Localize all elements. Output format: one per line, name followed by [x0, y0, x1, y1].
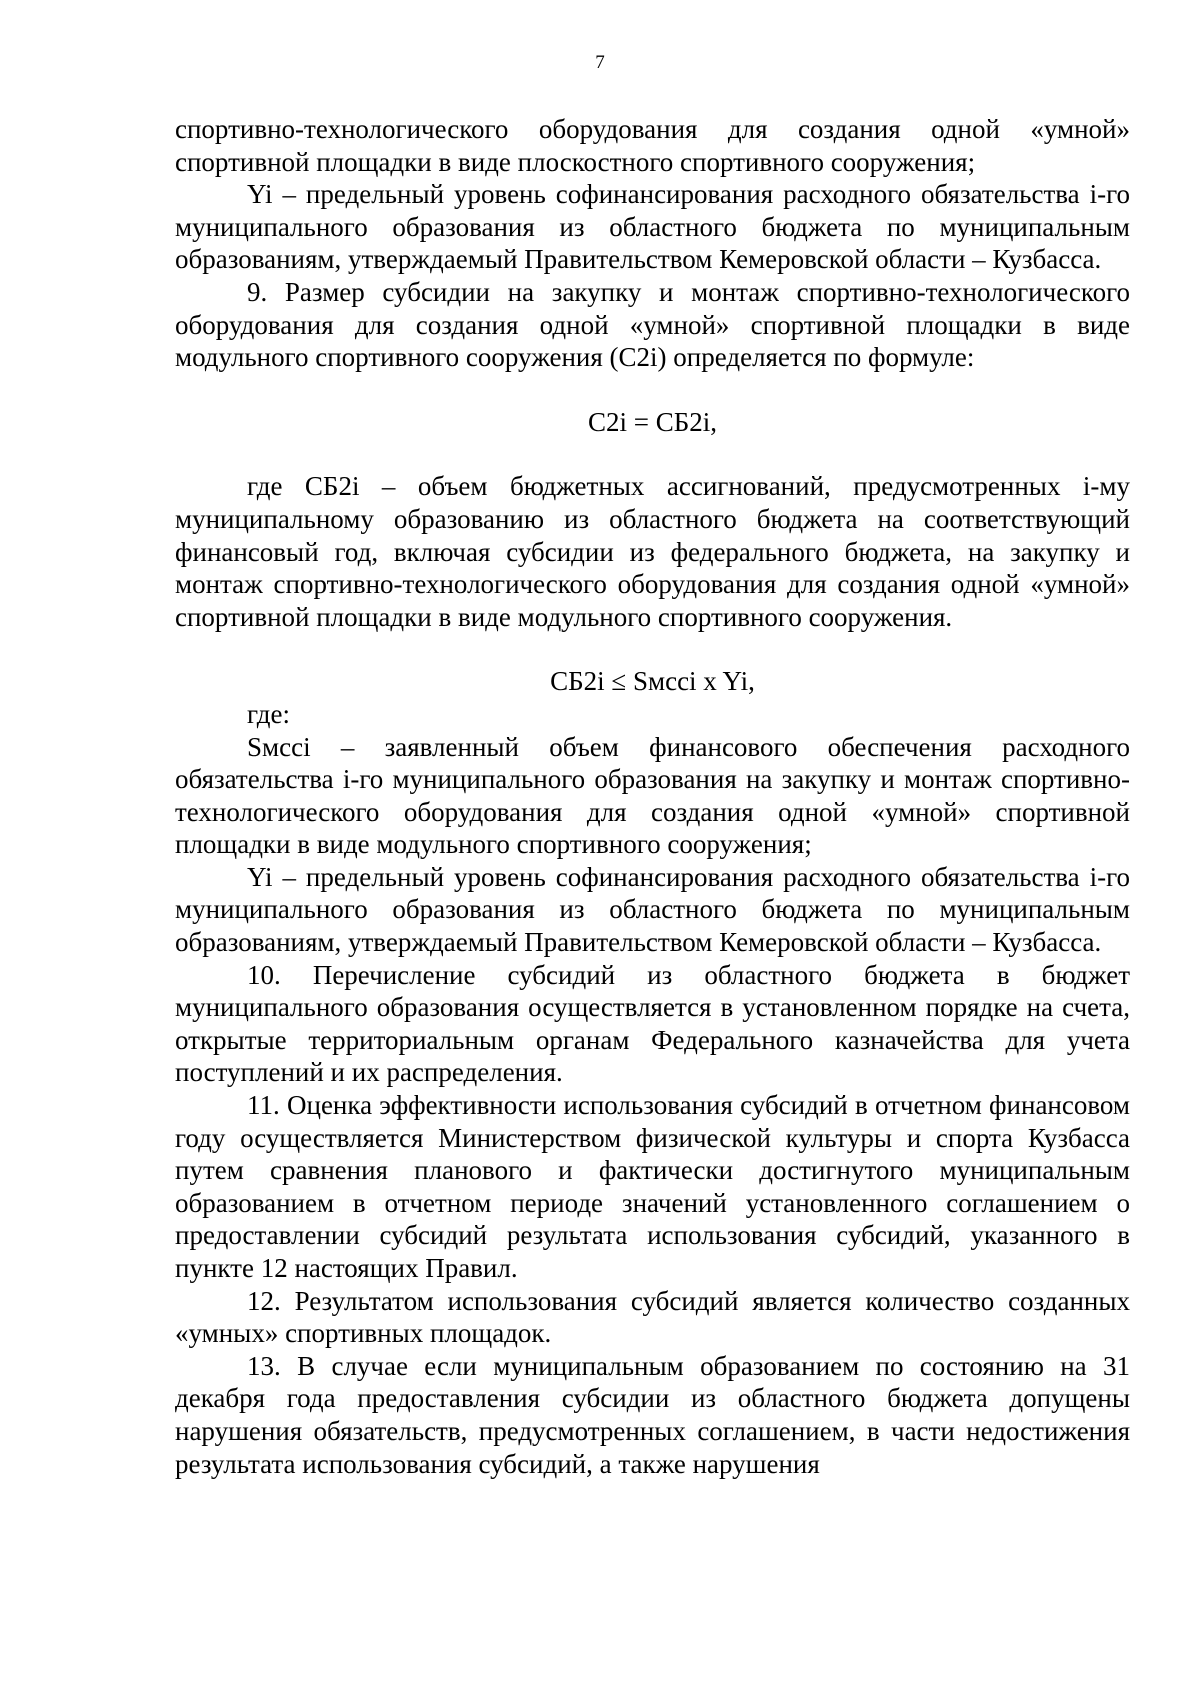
formula-sb2i: СБ2i ≤ Sмссi x Yi, [550, 666, 755, 697]
paragraph-yi-definition-2: Yi – предельный уровень софинансирования расходного обязательства i-го муниципального образования из областного бюджета по муниципальным образованиям, утверждаемый Правительством Кемеровской области – Кузбасса. [175, 861, 1130, 958]
paragraph-item-10: 10. Перечисление субсидий из областного бюджета в бюджет муниципального образования осуществляется в установленном порядке на счета, открытые территориальным органам Федерального казначейства для учета поступлений и их распределения. [175, 959, 1130, 1088]
paragraph-yi-definition: Yi – предельный уровень софинансирования расходного обязательства i-го муниципального образования из областного бюджета по муниципальным образованиям, утверждаемый Правительством Кемеровской области – Кузбасса. [175, 179, 1130, 275]
paragraph-item-9: 9. Размер субсидии на закупку и монтаж спортивно-технологического оборудования для создания одной «умной» спортивной площадки в виде модульного спортивного сооружения (С2i) определяется по формуле: [175, 276, 1130, 373]
page-number: 7 [595, 52, 605, 73]
paragraph-where: где: [247, 698, 290, 729]
paragraph-item-11: 11. Оценка эффективности использования субсидий в отчетном финансовом году осуществляется Министерством физической культуры и спорта Кузбасса путем сравнения планового и фактически достигнутого муниципальным образованием в отчетном периоде значений установленного соглашением о предоставлении субсидий результата использования субсидий, указанного в пункте 12 настоящих Правил. [175, 1090, 1130, 1283]
formula-c2i: С2i = СБ2i, [587, 406, 717, 437]
paragraph-sb2i-definition: где СБ2i – объем бюджетных ассигнований, предусмотренных i-му муниципальному образованию из областного бюджета на соответствующий финансовый год, включая субсидии из федерального бюджета, на закупку и монтаж спортивно-технологического оборудования для создания одной «умной» спортивной площадки в виде модульного спортивного сооружения. [175, 471, 1130, 632]
paragraph-item-13: 13. В случае если муниципальным образованием по состоянию на 31 декабря года предоставления субсидии из областного бюджета допущены нарушения обязательств, предусмотренных соглашением, в части недостижения результата использования субсидий, а также нарушения [175, 1350, 1130, 1479]
paragraph-item-12: 12. Результатом использования субсидий является количество созданных «умных» спортивных площадок. [175, 1285, 1130, 1349]
paragraph-continuation: спортивно-технологического оборудования для создания одной «умной» спортивной площадки в виде плоскостного спортивного сооружения; [175, 114, 1130, 177]
document-body [175, 113, 1130, 1480]
paragraph-smssi-definition: Sмссi – заявленный объем финансового обеспечения расходного обязательства i-го муниципального образования на закупку и монтаж спортивно-технологического оборудования для создания одной «умной» спортивной площадки в виде модульного спортивного сооружения; [175, 731, 1130, 860]
